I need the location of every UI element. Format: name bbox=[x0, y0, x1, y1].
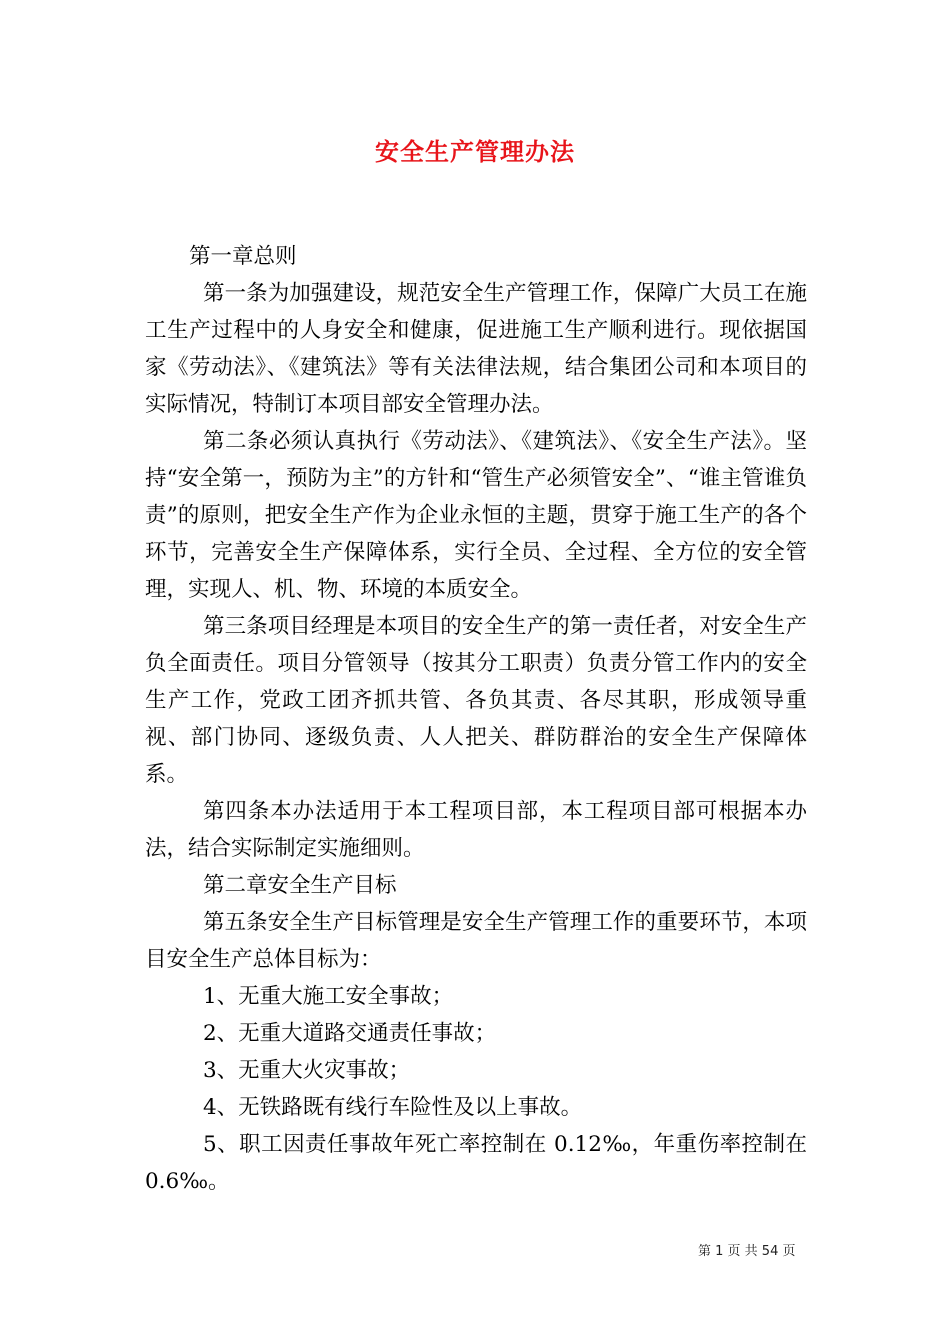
document-body bbox=[145, 238, 807, 1200]
chapter-heading-2: 第二章安全生产目标 bbox=[203, 873, 397, 898]
page-number-footer: 第 1 页 共 54 页 bbox=[698, 1244, 796, 1259]
article-4: 第四条本办法适用于本工程项目部，本工程项目部可根据本办法，结合实际制定实施细则。 bbox=[145, 799, 807, 861]
goal-item-1: 1、无重大施工安全事故； bbox=[203, 984, 454, 1009]
goal-item-3: 3、无重大火灾事故； bbox=[203, 1058, 411, 1083]
article-5: 第五条安全生产目标管理是安全生产管理工作的重要环节，本项目安全生产总体目标为： bbox=[145, 910, 807, 972]
article-3: 第三条项目经理是本项目的安全生产的第一责任者，对安全生产负全面责任。项目分管领导（按其分工职责）负责分管工作内的安全生产工作，党政工团齐抓共管、各负其责、各尽其职，形成领导重视、部门协同、逐级负责、人人把关、群防群治的安全生产保障体系。 bbox=[145, 614, 807, 787]
document-title: 安全生产管理办法 bbox=[375, 138, 575, 166]
goal-item-4: 4、无铁路既有线行车险性及以上事故。 bbox=[203, 1095, 583, 1120]
chapter-heading-1: 第一章总则 bbox=[189, 244, 297, 269]
goal-item-5: 5、职工因责任事故年死亡率控制在 0.12‰，年重伤率控制在0.6‰。 bbox=[145, 1132, 807, 1194]
article-1: 第一条为加强建设，规范安全生产管理工作，保障广大员工在施工生产过程中的人身安全和健康，促进施工生产顺利进行。现依据国家《劳动法》、《建筑法》等有关法律法规，结合集团公司和本项目的实际情况，特制订本项目部安全管理办法。 bbox=[145, 281, 807, 417]
goal-item-2: 2、无重大道路交通责任事故； bbox=[203, 1021, 497, 1046]
article-2: 第二条必须认真执行《劳动法》、《建筑法》、《安全生产法》。坚持“安全第一，预防为主”的方针和“管生产必须管安全”、“谁主管谁负责”的原则，把安全生产作为企业永恒的主题，贯穿于施工生产的各个环节，完善安全生产保障体系，实行全员、全过程、全方位的安全管理，实现人、机、物、环境的本质安全。 bbox=[145, 429, 807, 602]
